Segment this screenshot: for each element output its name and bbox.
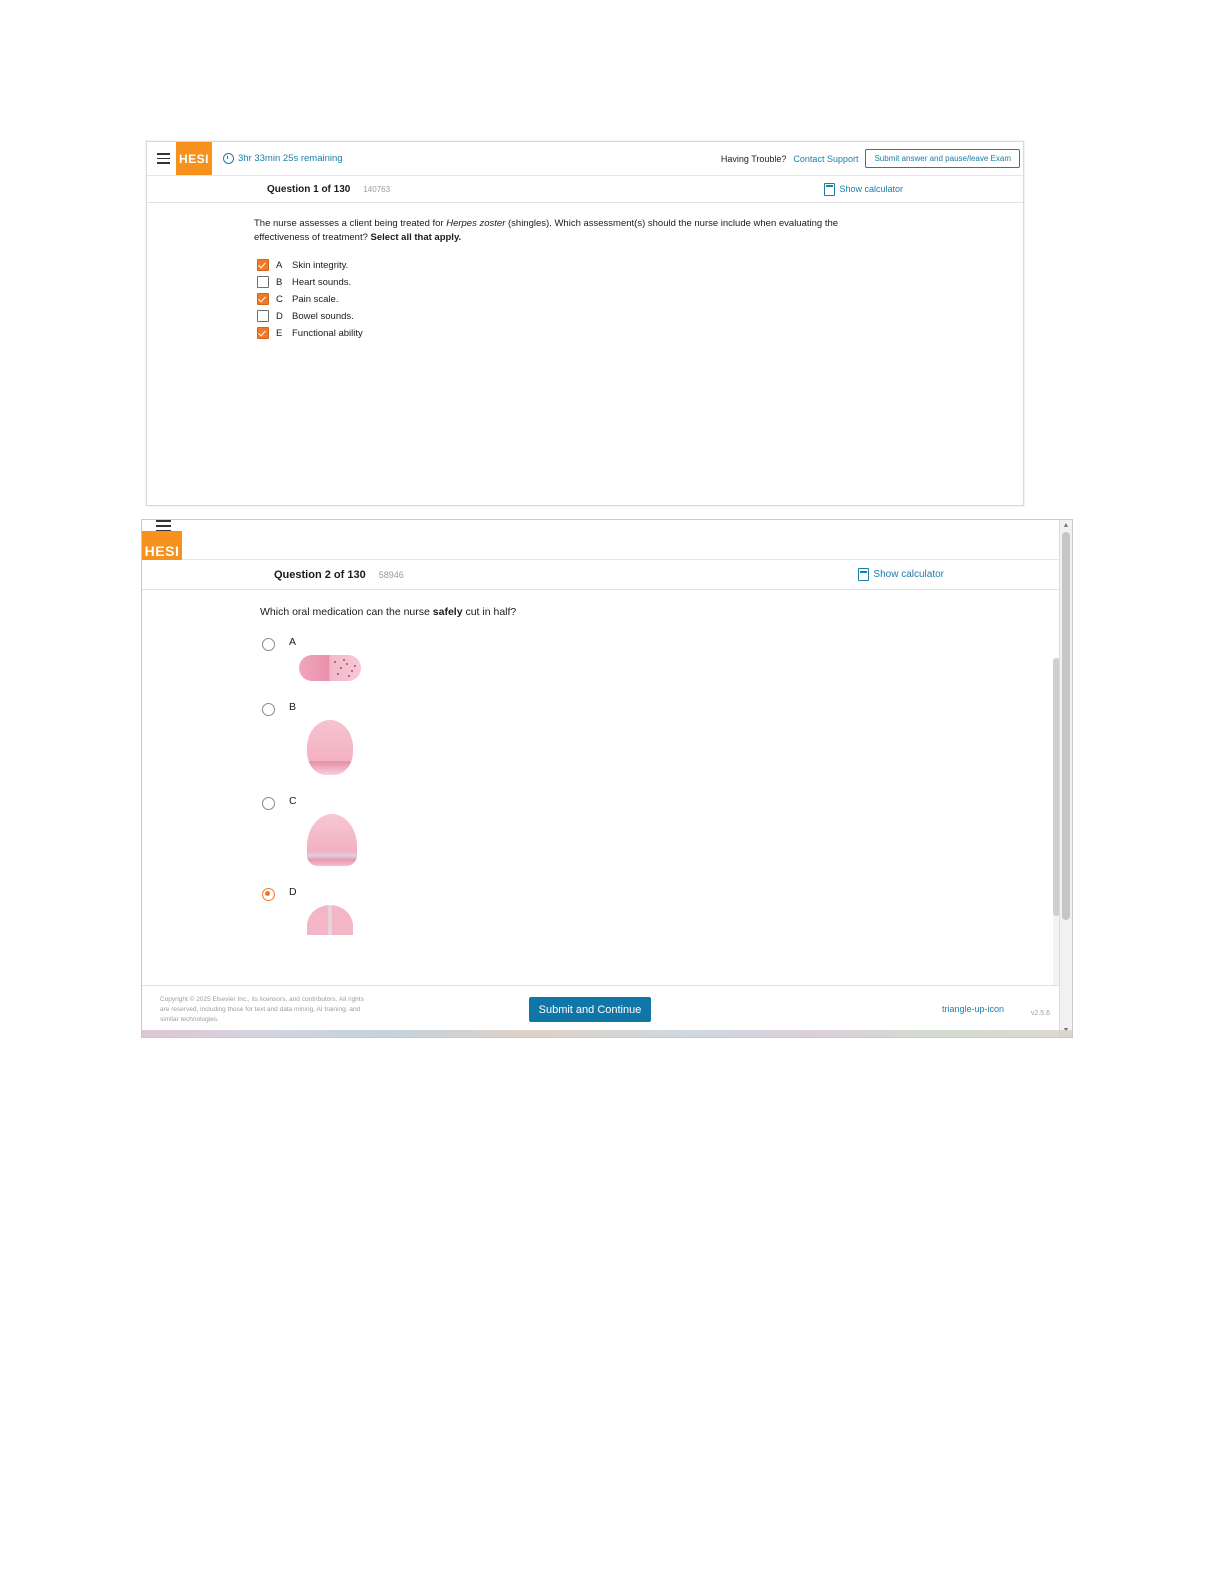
- option-letter-a: A: [289, 636, 297, 648]
- option-letter-a: A: [276, 259, 283, 271]
- show-calculator-label: Show calculator: [873, 569, 944, 580]
- clock-icon: [223, 153, 234, 164]
- option-letter-d: D: [289, 886, 297, 898]
- question-content-2: [142, 590, 1072, 985]
- show-calculator-button[interactable]: [858, 568, 944, 581]
- option-text-e: Functional ability: [292, 327, 363, 339]
- window-scrollbar[interactable]: [1059, 520, 1072, 1037]
- oval-pink-tablet-banded-icon: [307, 814, 357, 866]
- version-label: v2.5.6: [1030, 1010, 1050, 1017]
- footer-bar: [142, 985, 1072, 1035]
- checkbox-b[interactable]: [257, 276, 269, 288]
- exam-screenshot-question-1: [146, 141, 1024, 506]
- scored-pink-tablet-icon: [307, 905, 353, 935]
- stem-part-1: The nurse assesses a client being treated for: [254, 218, 447, 229]
- answer-option-e[interactable]: [257, 325, 1023, 342]
- question-bar-2: [142, 560, 1072, 590]
- option-letter-b: B: [289, 701, 297, 713]
- stem-italic: Herpes zoster: [446, 218, 506, 229]
- checkbox-a[interactable]: [257, 259, 269, 271]
- checkbox-c[interactable]: [257, 293, 269, 305]
- radio-d[interactable]: [262, 888, 275, 901]
- hamburger-icon[interactable]: [150, 153, 176, 164]
- option-text-c: Pain scale.: [292, 293, 339, 305]
- option-letter-e: E: [276, 327, 283, 339]
- timer-text: 3hr 33min 25s remaining: [238, 153, 343, 164]
- hesi-logo: HESI: [176, 142, 212, 175]
- hamburger-icon[interactable]: [150, 520, 176, 531]
- hesi-logo: HESI: [142, 531, 182, 570]
- top-bar: [147, 142, 1023, 176]
- trouble-label: Having Trouble?: [720, 153, 787, 164]
- checkbox-e[interactable]: [257, 327, 269, 339]
- stem-part-2: cut in half?: [462, 606, 517, 618]
- option-letter-c: C: [289, 795, 297, 807]
- exam-timer: [223, 153, 343, 164]
- pause-exam-button[interactable]: Submit answer and pause/leave Exam: [865, 149, 1020, 168]
- taskbar-strip: [142, 1030, 1072, 1037]
- checkbox-d[interactable]: [257, 310, 269, 322]
- question-id: 140763: [363, 184, 391, 194]
- stem-part-1: Which oral medication can the nurse: [260, 606, 433, 618]
- calculator-icon: [858, 568, 869, 581]
- capsule-pink-speckled-icon: [299, 655, 361, 681]
- answer-option-d[interactable]: [257, 308, 1023, 325]
- answer-option-a[interactable]: [262, 636, 1072, 681]
- radio-c[interactable]: [262, 797, 275, 810]
- answer-option-c[interactable]: [257, 291, 1023, 308]
- question-id: 58946: [378, 569, 404, 580]
- answer-option-a[interactable]: [257, 257, 1023, 274]
- show-calculator-button[interactable]: [824, 183, 903, 196]
- window-scrollbar-thumb[interactable]: [1062, 532, 1070, 920]
- round-pink-tablet-icon: [307, 720, 353, 775]
- scroll-to-top-icon[interactable]: triangle-up-icon: [941, 1004, 1004, 1014]
- answer-option-d[interactable]: [262, 886, 1072, 935]
- radio-a[interactable]: [262, 638, 275, 651]
- question-stem: [260, 606, 1072, 618]
- answer-option-b[interactable]: [262, 701, 1072, 775]
- submit-and-continue-button[interactable]: Submit and Continue: [529, 997, 651, 1022]
- show-calculator-label: Show calculator: [839, 184, 903, 194]
- option-text-b: Heart sounds.: [292, 276, 352, 288]
- option-letter-c: C: [276, 293, 283, 305]
- question-content: [147, 203, 1023, 506]
- option-text-a: Skin integrity.: [292, 259, 349, 271]
- stem-bold: safely: [432, 606, 463, 618]
- scroll-up-arrow-icon[interactable]: ▲: [1062, 522, 1070, 529]
- option-text-d: Bowel sounds.: [292, 310, 354, 322]
- question-counter: Question 2 of 130: [274, 568, 366, 581]
- top-bar-2: [142, 520, 1072, 560]
- answer-option-c[interactable]: [262, 795, 1072, 866]
- question-counter: Question 1 of 130: [267, 183, 351, 195]
- stem-bold: Select all that apply.: [370, 231, 462, 243]
- stem-part-2: (shingles). Which assessment(s) should the nurse include when evaluating the effectiveness of treatment?: [254, 218, 839, 243]
- top-bar-right: [721, 149, 1023, 168]
- option-letter-b: B: [276, 276, 283, 288]
- question-bar: [147, 176, 1023, 203]
- answer-options-list-2: [262, 636, 1072, 935]
- copyright-text: Copyright © 2025 Elsevier Inc., its licensors, and contributors. All rights are reserved, including those for text and data mining, AI training, and similar technologies.: [160, 996, 364, 1023]
- option-letter-d: D: [276, 310, 283, 322]
- calculator-icon: [824, 183, 835, 196]
- question-stem: [254, 217, 894, 245]
- answer-option-b[interactable]: [257, 274, 1023, 291]
- exam-screenshot-question-2: [141, 519, 1073, 1038]
- contact-support-link[interactable]: Contact Support: [793, 153, 859, 164]
- answer-options-list: [257, 257, 1023, 342]
- radio-b[interactable]: [262, 703, 275, 716]
